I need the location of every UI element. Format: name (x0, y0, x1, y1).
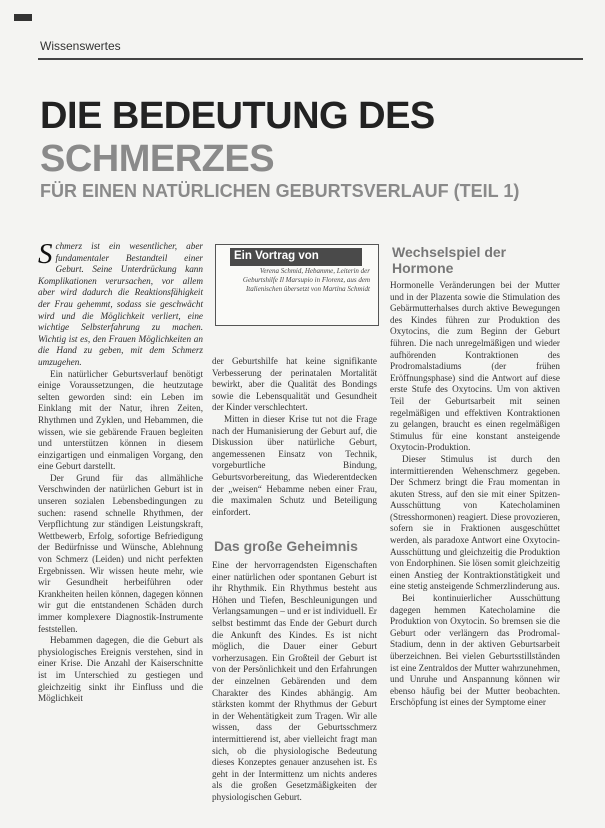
section-heading-hormone: Wechselspiel der Hormone (392, 244, 507, 276)
col2-paragraph: Mitten in dieser Krise tut not die Frage nach der Humanisierung der Geburt auf, die Diskussion über natürliche Geburt, angemessenen Einsatz von Technik, vorgeburtliche Bindung, Geburtsvorbereitung, das Wiederentdecken der „weisen“ Hebamme neben einer Frau, die maximalen Schutz und Beteiligung einfordert. (212, 413, 377, 517)
intro-paragraph (38, 238, 203, 369)
header-rule (38, 58, 583, 60)
column-3 (390, 280, 560, 709)
col3-paragraph: Hormonelle Veränderungen bei der Mutter und in der Plazenta sowie die Stimulation des Gebärmutterhalses durch aktive Bewegungen des Kindes führen zur Produktion des Oxytocins, die zum Beginn der Geburt führen. Die nach unregelmäßigen und wieder aufhörenden Kontraktionen des Prodromalstadiums (der frühen Eröffnungsphase) sind die Antwort auf diese erste Stufe des Oxytocins. Um von aktiven Teil der Geburtsarbeit mit seinen regelmäßigen und effektiven Kontraktionen zu gelangen, braucht es einen regelmäßigen Stimulus für eine konstant ansteigende Oxytocin-Produktion. (390, 280, 560, 453)
col3-paragraph: Bei kontinuierlicher Ausschüttung dagegen hemmen Katecholamine die Produktion von Oxytocin. So bremsen sie die Geburt oder verlängern das Prodromal-Stadium, denn in der aktiven Geburtsarbeit überzeichnen. Bei vielen Geburtsstillständen ist eine Zentraldos der Mutter wahrzunehmen, und Unruhe und Anspannung können wir ebenso häufig bei der Mutter beobachten. Erschöpfung ist eines der Symptome einer (390, 593, 560, 708)
column-2-lower (212, 560, 377, 803)
speaker-box-title: Ein Vortrag von (230, 248, 362, 266)
speaker-box-text: Verena Schmid, Hebamme, Leiterin der Geburtshilfe Il Marsupio in Florenz, aus dem Italienischen übersetzt von Martina Schmidt (242, 267, 370, 293)
article-title-line2: SCHMERZES (40, 138, 275, 180)
speaker-box (215, 244, 379, 326)
col2b-paragraph: Eine der hervorragendsten Eigenschaften einer natürlichen oder spontanen Geburt ist ihr Rhythmik. Ein Rhythmus besteht aus Höhen und Tiefen, Beschleunigungen und Verlangsamungen – und er ist individuell. Er selbst bestimmt das Ende der Geburt durch die Ankunft des Kindes. Es ist nicht möglich, die Dauer einer Geburt vorherzusagen. Ein Großteil der Geburt ist von der Persönlichkeit und den Erfahrungen der einzelnen Gebärenden und dem Charakter des Kindes abhängig. Am stärksten kommt der Rhythmus der Geburt in der Wehentätigkeit zum Tragen. Wir alle wissen, dass der Geburtsschmerz intermittierend ist, aber vielleicht fragt man sich, ob die physiologische Bedeutung dieses Konzeptes genauer anzusehen ist. Es geht in der Intermittenz um nichts anderes als die großen Gesetzmäßigkeiten der physiologischen Geburt. (212, 560, 377, 802)
drop-cap: S (38, 238, 53, 270)
article-title-line1: DIE BEDEUTUNG DES (40, 95, 435, 137)
intro-text: chmerz ist ein wesentlicher, aber fundamentaler Bestandteil einer Geburt. Seine Unterdrückung kann Komplikationen verursachen, vor allem aber wird dadurch die Reaktionsfähigkeit der Frau gehemmt, sodass sie geschwächt wird und die Möglichkeit verliert, eine wichtige Selbsterfahrung zu machen. Wichtig ist es, den Frauen Möglichkeiten an die Hand zu geben, mit dem Schmerz umzugehen. (38, 241, 203, 367)
col1-paragraph: Hebammen dagegen, die die Geburt als physiologisches Ereignis verstehen, sind in einer Krise. Die Anzahl der Kaiserschnitte ist im Unterschied zu gestiegen und gleichzeitig sinkt ihr Einfluss und die Möglichkeit (38, 635, 203, 704)
col2-paragraph: der Geburtshilfe hat keine signifikante Verbesserung der perinatalen Mortalität bewirkt, aber die Qualität des Bondings sowie die Lebensqualität und Gesundheit der Kinder verschlechtert. (212, 356, 377, 413)
section-heading-geheimnis: Das große Geheimnis (214, 538, 358, 554)
article-subtitle: FÜR EINEN NATÜRLICHEN GEBURTSVERLAUF (TEIL 1) (40, 181, 520, 201)
col1-paragraph: Ein natürlicher Geburtsverlauf benötigt einige Voraussetzungen, die heutzutage selten geworden sind: ein Leben im Einklang mit der Natur, ihren Zeiten, Rhythmen und Zyklen, und Hebammen, die wissen, wie sie gebärende Frauen begleiten und unterstützen können in diesem einzigartigen und einmaligen Vorgang, den eine Geburt darstellt. (38, 368, 203, 472)
col1-paragraph: Der Grund für das allmähliche Verschwinden der natürlichen Geburt ist in unseren sozialen Lebensbedingungen zu suchen: rasend schnelle Rhythmen, der Verpflichtung zur ständigen Leistungskraft, Wettbewerb, Erfolg, sofortige Befriedigung der Bedürfnisse und Wünsche, Ablehnung von Schmerz (Leiden) und nicht perfekten Ergebnissen. Wir wissen heute mehr, wie wir Gesundheit herbeiführen oder Krankheiten heilen können, dagegen können wir gut die entstandenen Schäden durch immer komplexere Diagnostik-Instrumente feststellen. (38, 472, 203, 634)
column-2 (212, 356, 377, 518)
column-1 (38, 238, 203, 705)
col3-paragraph: Dieser Stimulus ist durch den intermittierenden Wehenschmerz gegeben. Der Schmerz bringt die Frau momentan in akuten Stress, auf den sie mit einer Spitzen-Ausschüttung von Katecholaminen (Stresshormonen) reagiert. Diese provozieren, sofern sie in Fraktionen ausgeschüttet werden, als paradoxe Antwort eine Oxytocin-Ausschüttung und gleichzeitig die Produktion von Endorphinen. Sie lösen somit gleichzeitig einen Anstieg der Kontraktionstätigkeit und eine stetig ansteigende Schmerzlinderung aus. (390, 453, 560, 592)
section-label: Wissenswertes (40, 39, 121, 53)
section-marker (14, 14, 32, 21)
